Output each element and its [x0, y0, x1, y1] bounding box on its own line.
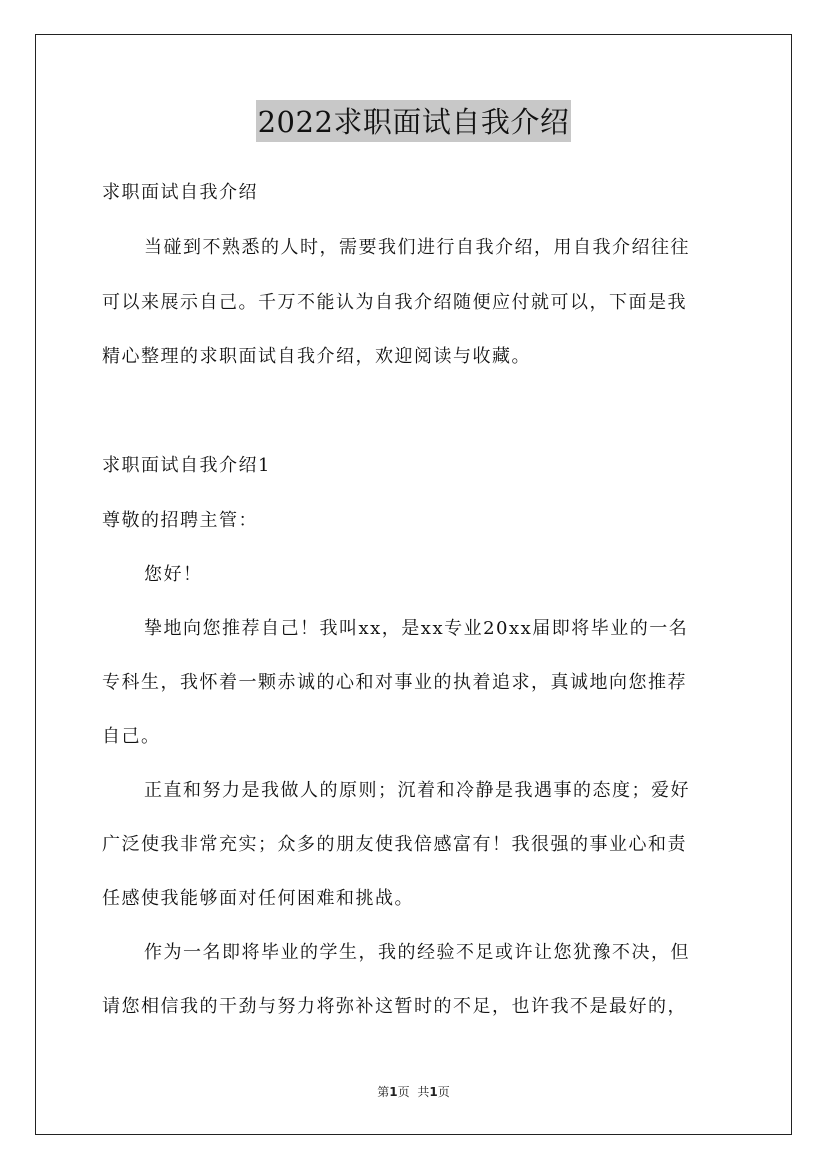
- paragraph-line: 广泛使我非常充实；众多的朋友使我倍感富有！我很强的事业心和责: [102, 834, 687, 855]
- footer-page-number: 1: [389, 1085, 398, 1099]
- greeting: 您好！: [144, 564, 203, 585]
- document-title-text: 2022求职面试自我介绍: [256, 100, 572, 142]
- paragraph-line: 正直和努力是我做人的原则；沉着和冷静是我遇事的态度；爱好: [144, 780, 690, 801]
- paragraph-line: 任感使我能够面对任何困难和挑战。: [102, 888, 414, 909]
- document-title: [0, 100, 827, 142]
- paragraph-line: 请您相信我的干劲与努力将弥补这暂时的不足，也许我不是最好的，: [102, 996, 687, 1017]
- page-footer: [0, 1083, 827, 1100]
- footer-total-suffix: 页: [437, 1085, 450, 1099]
- footer-total-pages: 1: [429, 1085, 438, 1099]
- footer-prefix: 第: [377, 1085, 390, 1099]
- salutation: 尊敬的招聘主管：: [102, 510, 258, 531]
- paragraph-line: 专科生，我怀着一颗赤诚的心和对事业的执着追求，真诚地向您推荐: [102, 672, 687, 693]
- footer-page-suffix: 页: [397, 1085, 410, 1099]
- section-heading: 求职面试自我介绍1: [102, 455, 271, 476]
- paragraph-line: 自己。: [102, 726, 161, 747]
- paragraph-line: 挚地向您推荐自己！我叫xx，是xx专业20xx届即将毕业的一名: [144, 618, 689, 639]
- paragraph-line: 精心整理的求职面试自我介绍，欢迎阅读与收藏。: [102, 346, 531, 367]
- footer-total-prefix: 共: [417, 1085, 430, 1099]
- paragraph-line: 当碰到不熟悉的人时，需要我们进行自我介绍，用自我介绍往往: [144, 237, 690, 258]
- paragraph-line: 作为一名即将毕业的学生，我的经验不足或许让您犹豫不决，但: [144, 942, 690, 963]
- paragraph-line: 可以来展示自己。千万不能认为自我介绍随便应付就可以，下面是我: [102, 292, 687, 313]
- section-heading: 求职面试自我介绍: [102, 182, 258, 203]
